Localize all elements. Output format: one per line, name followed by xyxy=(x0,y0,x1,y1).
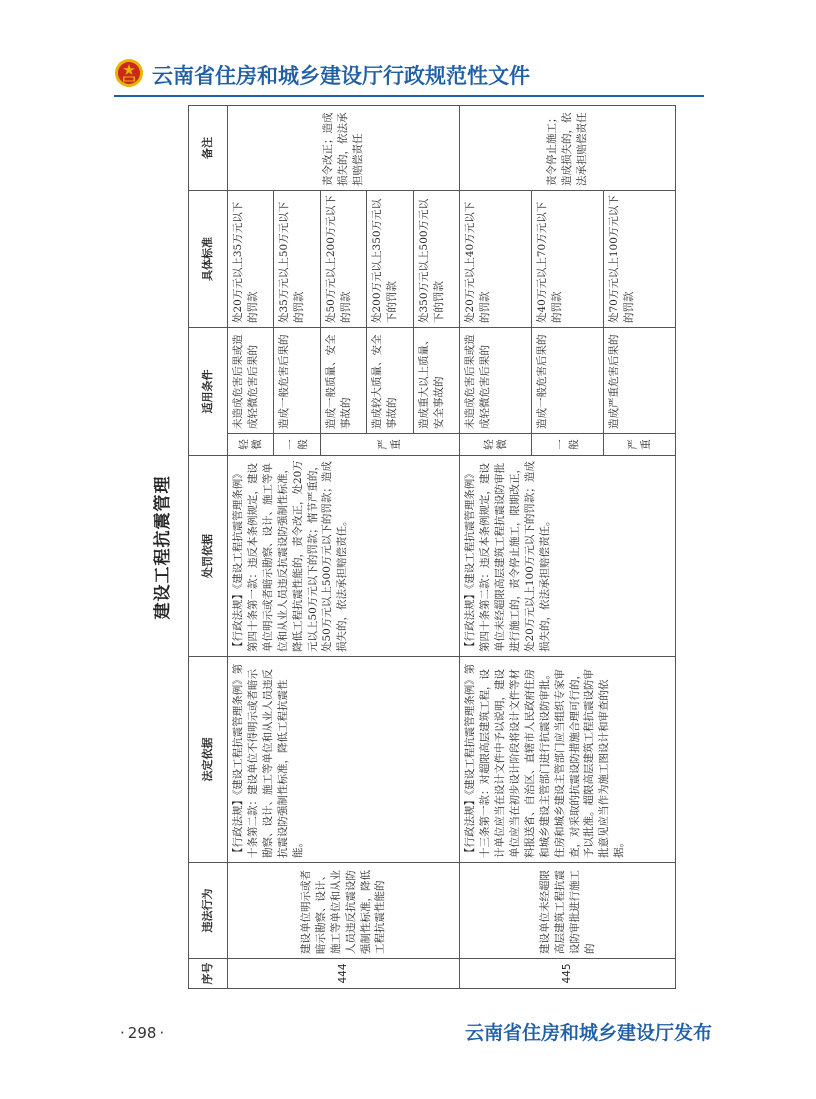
table-row xyxy=(228,106,274,989)
remark: 责令改正；造成损失的，依法承担赔偿责任 xyxy=(228,106,460,191)
applicable-condition: 造成一般质量、安全事故的 xyxy=(320,328,366,434)
col-header-basis: 处罚依据 xyxy=(189,456,228,657)
penalty-standard: 处35万元以上50万元以下的罚款 xyxy=(274,191,320,328)
penalty-standard: 处20万元以上40万元以下的罚款 xyxy=(460,191,532,328)
severity-level: 严重 xyxy=(604,434,676,456)
applicable-condition: 造成一般危害后果的 xyxy=(532,328,604,434)
col-header-standard: 具体标准 xyxy=(189,191,228,328)
header-divider xyxy=(114,95,704,97)
applicable-condition: 造成严重危害后果的 xyxy=(604,328,676,434)
col-header-no: 序号 xyxy=(189,959,228,989)
severity-level: 轻微 xyxy=(460,434,532,456)
page-number xyxy=(117,1024,167,1042)
header-title: 云南省住房和城乡建设厅行政规范性文件 xyxy=(152,64,530,88)
page-number-dot-right: · xyxy=(159,1024,165,1042)
national-emblem-icon xyxy=(114,58,144,88)
penalty-basis: 【行政法规】《建设工程抗震管理条例》第四十条第二款：违反本条例规定，建设单位未经超限高层建筑工程抗震设防审批进行施工的，责令停止施工，限期改正，处20万元以上100万元以下的罚款；造成损失的，依法承担赔偿责任。 xyxy=(460,456,676,657)
legal-basis: 【行政法规】《建设工程抗震管理条例》第十三条第一款：对超限高层建筑工程，设计单位应当在设计文件中予以说明，建设单位应当在初步设计阶段将设计文件等材料报送省、自治区、直辖市人民政府住房和城乡建设主管部门进行抗震设防审批。住房和城乡建设主管部门应当组织专家审查，对采取的抗震设防措施合理可行的，予以批准。超限高层建筑工程抗震设防审批意见应当作为施工图设计和审查的依据。 xyxy=(460,657,676,863)
penalty-standard: 处350万元以上500万元以下的罚款 xyxy=(413,191,459,328)
applicable-condition: 造成较大质量、安全事故的 xyxy=(367,328,413,434)
penalty-standard: 处70万元以上100万元以下的罚款 xyxy=(604,191,676,328)
section-title: 建设工程抗震管理 xyxy=(153,475,173,620)
applicable-condition: 未造成危害后果或造成轻微危害后果的 xyxy=(228,328,274,434)
penalty-standard: 处20万元以上35万元以下的罚款 xyxy=(228,191,274,328)
table-header-row xyxy=(189,106,228,989)
applicable-condition: 造成重大以上质量、安全事故的 xyxy=(413,328,459,434)
col-header-condition: 适用条件 xyxy=(189,328,228,456)
col-header-law: 法定依据 xyxy=(189,657,228,863)
applicable-condition: 未造成危害后果或造成轻微危害后果的 xyxy=(460,328,532,434)
row-number: 444 xyxy=(228,959,460,989)
remark: 责令停止施工；造成损失的，依法承担赔偿责任 xyxy=(460,106,676,191)
col-header-note: 备注 xyxy=(189,106,228,191)
document-header xyxy=(114,54,714,94)
publisher-footer: 云南省住房和城乡建设厅发布 xyxy=(464,1022,712,1044)
severity-level: 轻微 xyxy=(228,434,274,456)
row-number: 445 xyxy=(460,959,676,989)
table-row xyxy=(460,106,532,989)
penalty-standard: 处200万元以上350万元以下的罚款 xyxy=(367,191,413,328)
penalty-basis: 【行政法规】《建设工程抗震管理条例》第四十条第一款：违反本条例规定，建设单位明示或者暗示勘察、设计、施工等单位和从业人员违反抗震设防强制性标准，降低工程抗震性能的，责令改正，处20万元以上50万元以下的罚款；情节严重的，处50万元以上500万元以下的罚款；造成损失的，依法承担赔偿责任。 xyxy=(228,456,460,657)
col-header-act: 违法行为 xyxy=(189,863,228,959)
penalty-standard: 处50万元以上200万元以下的罚款 xyxy=(320,191,366,328)
rotated-page-content xyxy=(138,106,676,989)
severity-level: 一般 xyxy=(532,434,604,456)
penalty-standard: 处40万元以上70万元以下的罚款 xyxy=(532,191,604,328)
violation-act: 建设单位明示或者暗示勘察、设计、施工等单位和从业人员违反抗震设防强制性标准，降低工程抗震性能的 xyxy=(228,863,460,959)
penalty-standards-table xyxy=(188,105,676,989)
severity-level: 严重 xyxy=(320,434,459,456)
rotated-table-frame xyxy=(138,106,676,989)
violation-act: 建设单位未经超限高层建筑工程抗震设防审批进行施工的 xyxy=(460,863,676,959)
legal-basis: 【行政法规】《建设工程抗震管理条例》第十条第二款：建设单位不得明示或者暗示勘察、设计、施工等单位和从业人员违反抗震设防强制性标准，降低工程抗震性能。 xyxy=(228,657,460,863)
applicable-condition: 造成一般危害后果的 xyxy=(274,328,320,434)
page-number-dot-left: · xyxy=(120,1024,125,1042)
page-number-value: 298 xyxy=(127,1024,157,1042)
severity-level: 一般 xyxy=(274,434,320,456)
